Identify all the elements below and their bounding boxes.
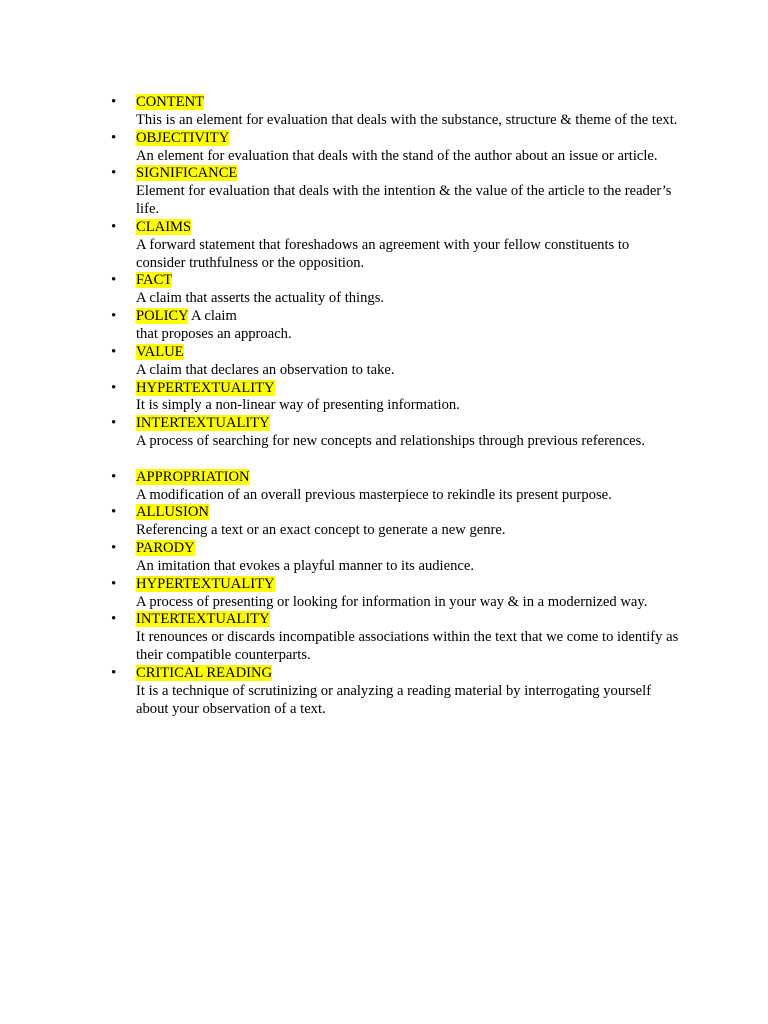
term-definition: Element for evaluation that deals with the intention & the value of the article to the reader’s life. — [136, 183, 672, 218]
bullet-icon: • — [111, 665, 117, 681]
term-heading: POLICY — [136, 308, 189, 325]
term-heading: INTERTEXTUALITY — [136, 611, 270, 628]
term-definition: A claim that declares an observation to take. — [136, 361, 395, 378]
term-heading: VALUE — [136, 343, 184, 360]
list-item-intertextuality-2 — [111, 611, 681, 665]
term-heading: APPROPRIATION — [136, 468, 250, 485]
term-heading: FACT — [136, 272, 173, 289]
term-heading: SIGNIFICANCE — [136, 165, 238, 182]
term-definition: Referencing a text or an exact concept to generate a new genre. — [136, 522, 506, 539]
bullet-icon: • — [111, 504, 117, 521]
list-item-fact — [111, 272, 681, 308]
bullet-icon: • — [111, 129, 117, 146]
term-definition-list — [111, 94, 681, 719]
list-item-parody — [111, 540, 681, 576]
list-item-objectivity — [111, 129, 681, 166]
list-item-intertextuality — [111, 415, 681, 451]
bullet-icon: • — [111, 94, 117, 110]
term-definition: A process of presenting or looking for information in your way & in a modernized way. — [136, 593, 648, 610]
term-definition: An imitation that evokes a playful manner to its audience. — [136, 557, 474, 574]
bullet-icon: • — [111, 611, 117, 628]
term-heading: CLAIMS — [136, 218, 192, 235]
bullet-icon: • — [111, 308, 117, 325]
list-item-claims — [111, 218, 681, 273]
term-definition: It is a technique of scrutinizing or analyzing a reading material by interrogating yourself about your observation of a text. — [136, 682, 652, 717]
term-definition: An element for evaluation that deals with the stand of the author about an issue or article. — [136, 147, 658, 164]
term-heading: HYPERTEXTUALITY — [136, 575, 275, 592]
term-heading: HYPERTEXTUALITY — [136, 379, 275, 396]
term-heading: PARODY — [136, 540, 195, 557]
bullet-icon: • — [111, 272, 117, 289]
bullet-icon: • — [111, 379, 117, 396]
term-definition: This is an element for evaluation that deals with the substance, structure & theme of the text. — [136, 111, 678, 128]
term-definition: A process of searching for new concepts and relationships through previous references. — [136, 433, 645, 450]
bullet-icon: • — [111, 468, 117, 485]
list-item-value — [111, 343, 681, 380]
term-heading: CONTENT — [136, 94, 205, 110]
bullet-icon: • — [111, 165, 117, 182]
term-definition: It renounces or discards incompatible associations within the text that we come to identify as their compatible counterparts. — [136, 629, 679, 664]
list-item-content — [111, 94, 681, 130]
term-definition: A modification of an overall previous masterpiece to rekindle its present purpose. — [136, 486, 612, 503]
term-heading: INTERTEXTUALITY — [136, 415, 270, 432]
list-item-hypertextuality-2 — [111, 575, 681, 612]
term-definition: It is simply a non-linear way of presenting information. — [136, 397, 460, 414]
bullet-icon: • — [111, 415, 117, 432]
list-item-allusion — [111, 504, 681, 540]
list-item-policy — [111, 308, 681, 344]
bullet-icon: • — [111, 575, 117, 592]
list-item-significance — [111, 165, 681, 219]
list-item-hypertextuality — [111, 379, 681, 416]
bullet-icon: • — [111, 218, 117, 235]
term-heading: OBJECTIVITY — [136, 129, 230, 146]
list-item-appropriation — [111, 468, 681, 505]
term-heading: ALLUSION — [136, 504, 209, 521]
term-heading: CRITICAL READING — [136, 665, 273, 681]
term-definition: A claim that asserts the actuality of things. — [136, 290, 385, 307]
term-inline-text: A claim — [188, 308, 237, 325]
term-definition: that proposes an approach. — [136, 325, 292, 342]
term-definition: A forward statement that foreshadows an agreement with your fellow constituents to consider truthfulness or the opposition. — [136, 236, 630, 271]
list-item-critical-reading — [111, 665, 681, 719]
bullet-icon: • — [111, 540, 117, 557]
bullet-icon: • — [111, 343, 117, 360]
